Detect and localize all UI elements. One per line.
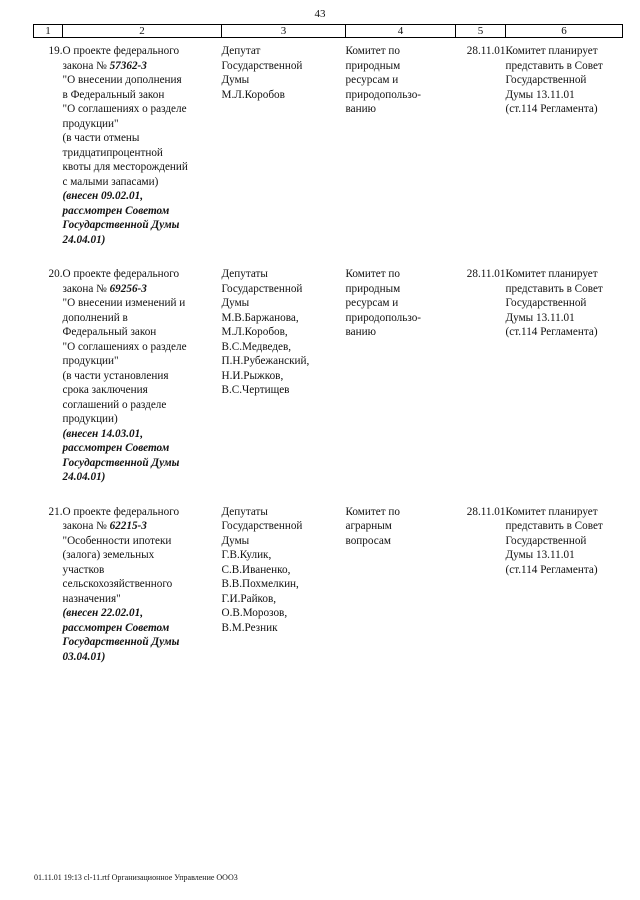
row-number bbox=[34, 267, 63, 485]
row-spacer bbox=[34, 485, 623, 505]
text-line: "О внесении изменений и bbox=[62, 297, 186, 309]
text-line: природопользо- bbox=[345, 311, 422, 324]
responsible-committee bbox=[346, 505, 456, 665]
text-line: участков bbox=[62, 563, 105, 576]
row-number bbox=[34, 505, 63, 665]
text-line: "О внесении дополнения bbox=[62, 74, 182, 86]
text-line: ресурсам и bbox=[345, 74, 399, 86]
text-line: Думы bbox=[221, 74, 250, 86]
text-line: "О соглашениях о разделе bbox=[62, 340, 187, 353]
committee-note bbox=[506, 44, 623, 247]
text-line: рассмотрен Советом bbox=[62, 204, 170, 217]
row-number-text: 20. bbox=[48, 268, 63, 280]
text-line: Г.В.Кулик, bbox=[221, 549, 272, 561]
text-line: ванию bbox=[345, 103, 376, 115]
text-line: М.Л.Коробов bbox=[221, 88, 285, 101]
bills-table bbox=[33, 24, 623, 664]
text-line: представить в Совет bbox=[505, 59, 603, 72]
column-header: 4 bbox=[346, 25, 456, 38]
text-line: в Федеральный закон bbox=[62, 88, 165, 101]
column-header: 1 bbox=[34, 25, 63, 38]
text-line: (внесен 09.02.01, bbox=[62, 190, 143, 202]
column-header: 6 bbox=[506, 25, 623, 38]
committee-note bbox=[506, 267, 623, 485]
committee-note bbox=[506, 505, 623, 665]
text-line: представить в Совет bbox=[505, 282, 603, 295]
text-line: (ст.114 Регламента) bbox=[505, 326, 598, 338]
text-line: Думы 13.11.01 bbox=[505, 311, 575, 324]
date-text: 28.11.01 bbox=[466, 268, 506, 280]
column-header-row bbox=[34, 25, 623, 38]
text-line: Комитет по bbox=[345, 268, 400, 280]
text-line: рассмотрен Советом bbox=[62, 621, 170, 634]
bill-number-line bbox=[63, 59, 222, 74]
text-line: В.С.Чертищев bbox=[221, 384, 290, 396]
bill-authors bbox=[222, 267, 346, 485]
text-line: соглашений о разделе bbox=[62, 398, 167, 411]
consideration-date bbox=[456, 267, 506, 485]
text-line: продукции" bbox=[62, 355, 119, 367]
text-line: Депутаты bbox=[221, 505, 268, 518]
consideration-date bbox=[456, 505, 506, 665]
text-line: (ст.114 Регламента) bbox=[505, 103, 598, 115]
responsible-committee bbox=[346, 267, 456, 485]
text-line: рассмотрен Советом bbox=[62, 442, 170, 454]
row-number-text: 19. bbox=[48, 45, 63, 57]
column-header: 5 bbox=[456, 25, 506, 38]
bill-number: 62215-3 bbox=[109, 520, 147, 532]
text-line: природным bbox=[345, 282, 401, 295]
table-row bbox=[34, 44, 623, 247]
bill-number-line bbox=[63, 519, 222, 534]
bill-number-prefix: закона № bbox=[62, 59, 110, 72]
text-line: Государственной Думы bbox=[62, 456, 180, 469]
text-line: ресурсам и bbox=[345, 297, 399, 309]
text-line: Комитет планирует bbox=[505, 268, 598, 280]
text-line: (в части установления bbox=[62, 369, 169, 382]
bill-authors bbox=[222, 505, 346, 665]
text-line: (залога) земельных bbox=[62, 549, 155, 561]
bill-number: 57362-3 bbox=[109, 59, 147, 72]
column-header: 2 bbox=[63, 25, 222, 38]
text-line: 24.04.01) bbox=[62, 471, 106, 483]
text-line: "О соглашениях о разделе bbox=[62, 103, 187, 115]
text-line: аграрным bbox=[345, 520, 392, 532]
text-line: Комитет планирует bbox=[505, 45, 598, 57]
page-number: 43 bbox=[314, 8, 326, 20]
text-line: (в части отмены bbox=[62, 132, 140, 144]
text-line: В.С.Медведев, bbox=[221, 340, 292, 353]
text-line: О проекте федерального bbox=[62, 505, 180, 518]
text-line: дополнений в bbox=[62, 311, 128, 324]
text-line: Депутаты bbox=[221, 268, 268, 280]
text-line: 03.04.01) bbox=[62, 650, 106, 663]
text-line: продукции) bbox=[62, 413, 118, 425]
bill-title bbox=[63, 44, 222, 247]
text-line: назначения" bbox=[62, 592, 121, 605]
text-line: Н.И.Рыжков, bbox=[221, 369, 284, 382]
text-line: М.В.Баржанова, bbox=[221, 311, 299, 324]
text-line: Г.И.Райков, bbox=[221, 592, 277, 605]
text-line: П.Н.Рубежанский, bbox=[221, 355, 310, 367]
text-line: Федеральный закон bbox=[62, 326, 157, 338]
text-line: природным bbox=[345, 59, 401, 72]
text-line: квоты для месторождений bbox=[62, 161, 188, 173]
date-text: 28.11.01 bbox=[466, 505, 506, 518]
text-line: Государственной Думы bbox=[62, 636, 180, 648]
text-line: Государственной bbox=[505, 74, 587, 86]
text-line: "Особенности ипотеки bbox=[62, 534, 172, 547]
row-number-text: 21. bbox=[48, 505, 63, 518]
footer-info: 01.11.01 19:13 cl-11.rtf Организационное Управление ООО3 bbox=[34, 873, 238, 882]
text-line: 24.04.01) bbox=[62, 233, 106, 246]
text-line: природопользо- bbox=[345, 88, 422, 101]
text-line: Думы 13.11.01 bbox=[505, 549, 575, 561]
text-line: М.Л.Коробов, bbox=[221, 326, 288, 338]
text-line: Комитет по bbox=[345, 505, 400, 518]
text-line: (внесен 22.02.01, bbox=[62, 607, 143, 619]
text-line: Комитет планирует bbox=[505, 505, 598, 518]
text-line: (ст.114 Регламента) bbox=[505, 563, 598, 576]
text-line: С.В.Иваненко, bbox=[221, 563, 291, 576]
text-line: с малыми запасами) bbox=[62, 175, 159, 188]
consideration-date bbox=[456, 44, 506, 247]
text-line: О.В.Морозов, bbox=[221, 607, 288, 619]
text-line: Государственной bbox=[505, 534, 587, 547]
text-line: ванию bbox=[345, 326, 376, 338]
text-line: Государственной bbox=[221, 282, 303, 295]
text-line: Государственной Думы bbox=[62, 219, 180, 231]
text-line: О проекте федерального bbox=[62, 268, 180, 280]
text-line: Государственной bbox=[221, 59, 303, 72]
bill-title bbox=[63, 505, 222, 665]
text-line: Думы 13.11.01 bbox=[505, 88, 575, 101]
text-line: Думы bbox=[221, 534, 250, 547]
responsible-committee bbox=[346, 44, 456, 247]
table-row bbox=[34, 505, 623, 665]
date-text: 28.11.01 bbox=[466, 45, 506, 57]
text-line: Комитет по bbox=[345, 45, 400, 57]
text-line: (внесен 14.03.01, bbox=[62, 427, 143, 440]
column-header: 3 bbox=[222, 25, 346, 38]
text-line: сельскохозяйственного bbox=[62, 578, 173, 590]
text-line: В.В.Похмелкин, bbox=[221, 578, 299, 590]
text-line: Депутат bbox=[221, 45, 261, 57]
text-line: В.М.Резник bbox=[221, 621, 278, 634]
bill-number-prefix: закона № bbox=[62, 520, 110, 532]
bill-number: 69256-3 bbox=[109, 282, 147, 295]
bill-title bbox=[63, 267, 222, 485]
text-line: срока заключения bbox=[62, 384, 148, 396]
text-line: тридцатипроцентной bbox=[62, 146, 163, 159]
row-spacer bbox=[34, 247, 623, 267]
text-line: Государственной bbox=[505, 297, 587, 309]
text-line: Думы bbox=[221, 297, 250, 309]
text-line: вопросам bbox=[345, 534, 391, 547]
bill-authors bbox=[222, 44, 346, 247]
text-line: продукции" bbox=[62, 117, 119, 130]
row-number bbox=[34, 44, 63, 247]
text-line: Государственной bbox=[221, 520, 303, 532]
bill-number-prefix: закона № bbox=[62, 282, 110, 295]
text-line: представить в Совет bbox=[505, 520, 603, 532]
table-row bbox=[34, 267, 623, 485]
text-line: О проекте федерального bbox=[62, 45, 180, 57]
bill-number-line bbox=[63, 282, 222, 297]
